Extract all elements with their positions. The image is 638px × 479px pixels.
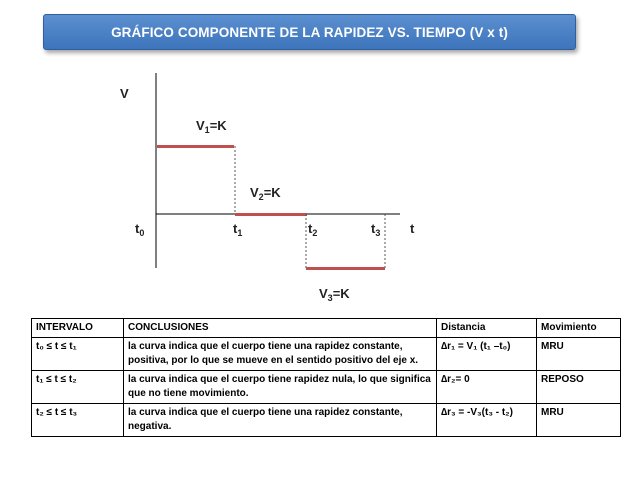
v1-label: $V_1=K$ xyxy=(196,118,227,135)
v2-label: $V_2=K$ xyxy=(250,185,281,202)
table-row xyxy=(32,338,621,371)
t0-label: $t_0$ xyxy=(135,221,145,238)
header-conclusiones: CONCLUSIONES xyxy=(124,319,437,338)
cell-movimiento: MRU xyxy=(537,404,621,437)
table-row xyxy=(32,404,621,437)
table-header-row xyxy=(32,319,621,338)
cell-intervalo: t₀ ≤ t ≤ t₁ xyxy=(32,338,124,371)
table-row xyxy=(32,371,621,404)
t2-label: $t_2$ xyxy=(308,221,318,238)
cell-movimiento: REPOSO xyxy=(537,371,621,404)
segment-v3 xyxy=(306,267,385,270)
x-axis-label: t xyxy=(410,221,415,236)
t1-label: $t_1$ xyxy=(233,221,243,238)
v3-label: $V_3=K$ xyxy=(319,286,350,303)
intervals-table xyxy=(31,318,621,437)
cell-intervalo: t₁ ≤ t ≤ t₂ xyxy=(32,371,124,404)
y-axis-label: V xyxy=(120,86,129,101)
cell-conclusion: la curva indica que el cuerpo tiene una rapidez constante, negativa. xyxy=(124,404,437,437)
segment-v2 xyxy=(235,213,307,216)
header-movimiento: Movimiento xyxy=(537,319,621,338)
header-distancia: Distancia xyxy=(437,319,537,338)
header-intervalo: INTERVALO xyxy=(32,319,124,338)
cell-intervalo: t₂ ≤ t ≤ t₃ xyxy=(32,404,124,437)
cell-distancia: ∆r₁ = V₁ (t₁ –t₀) xyxy=(437,338,537,371)
cell-conclusion: la curva indica que el cuerpo tiene rapidez nula, lo que significa que no tiene movimiento. xyxy=(124,371,437,404)
t3-label: $t_3$ xyxy=(371,221,381,238)
cell-distancia: ∆r₃ = -V₃(t₃ - t₂) xyxy=(437,404,537,437)
cell-movimiento: MRU xyxy=(537,338,621,371)
page-title: GRÁFICO COMPONENTE DE LA RAPIDEZ VS. TIEMPO (V x t) xyxy=(111,24,508,40)
cell-conclusion: la curva indica que el cuerpo tiene una rapidez constante, positiva, por lo que se mueve en el sentido positivo del eje x. xyxy=(124,338,437,371)
segment-v1 xyxy=(157,145,234,148)
cell-distancia: ∆r₂= 0 xyxy=(437,371,537,404)
